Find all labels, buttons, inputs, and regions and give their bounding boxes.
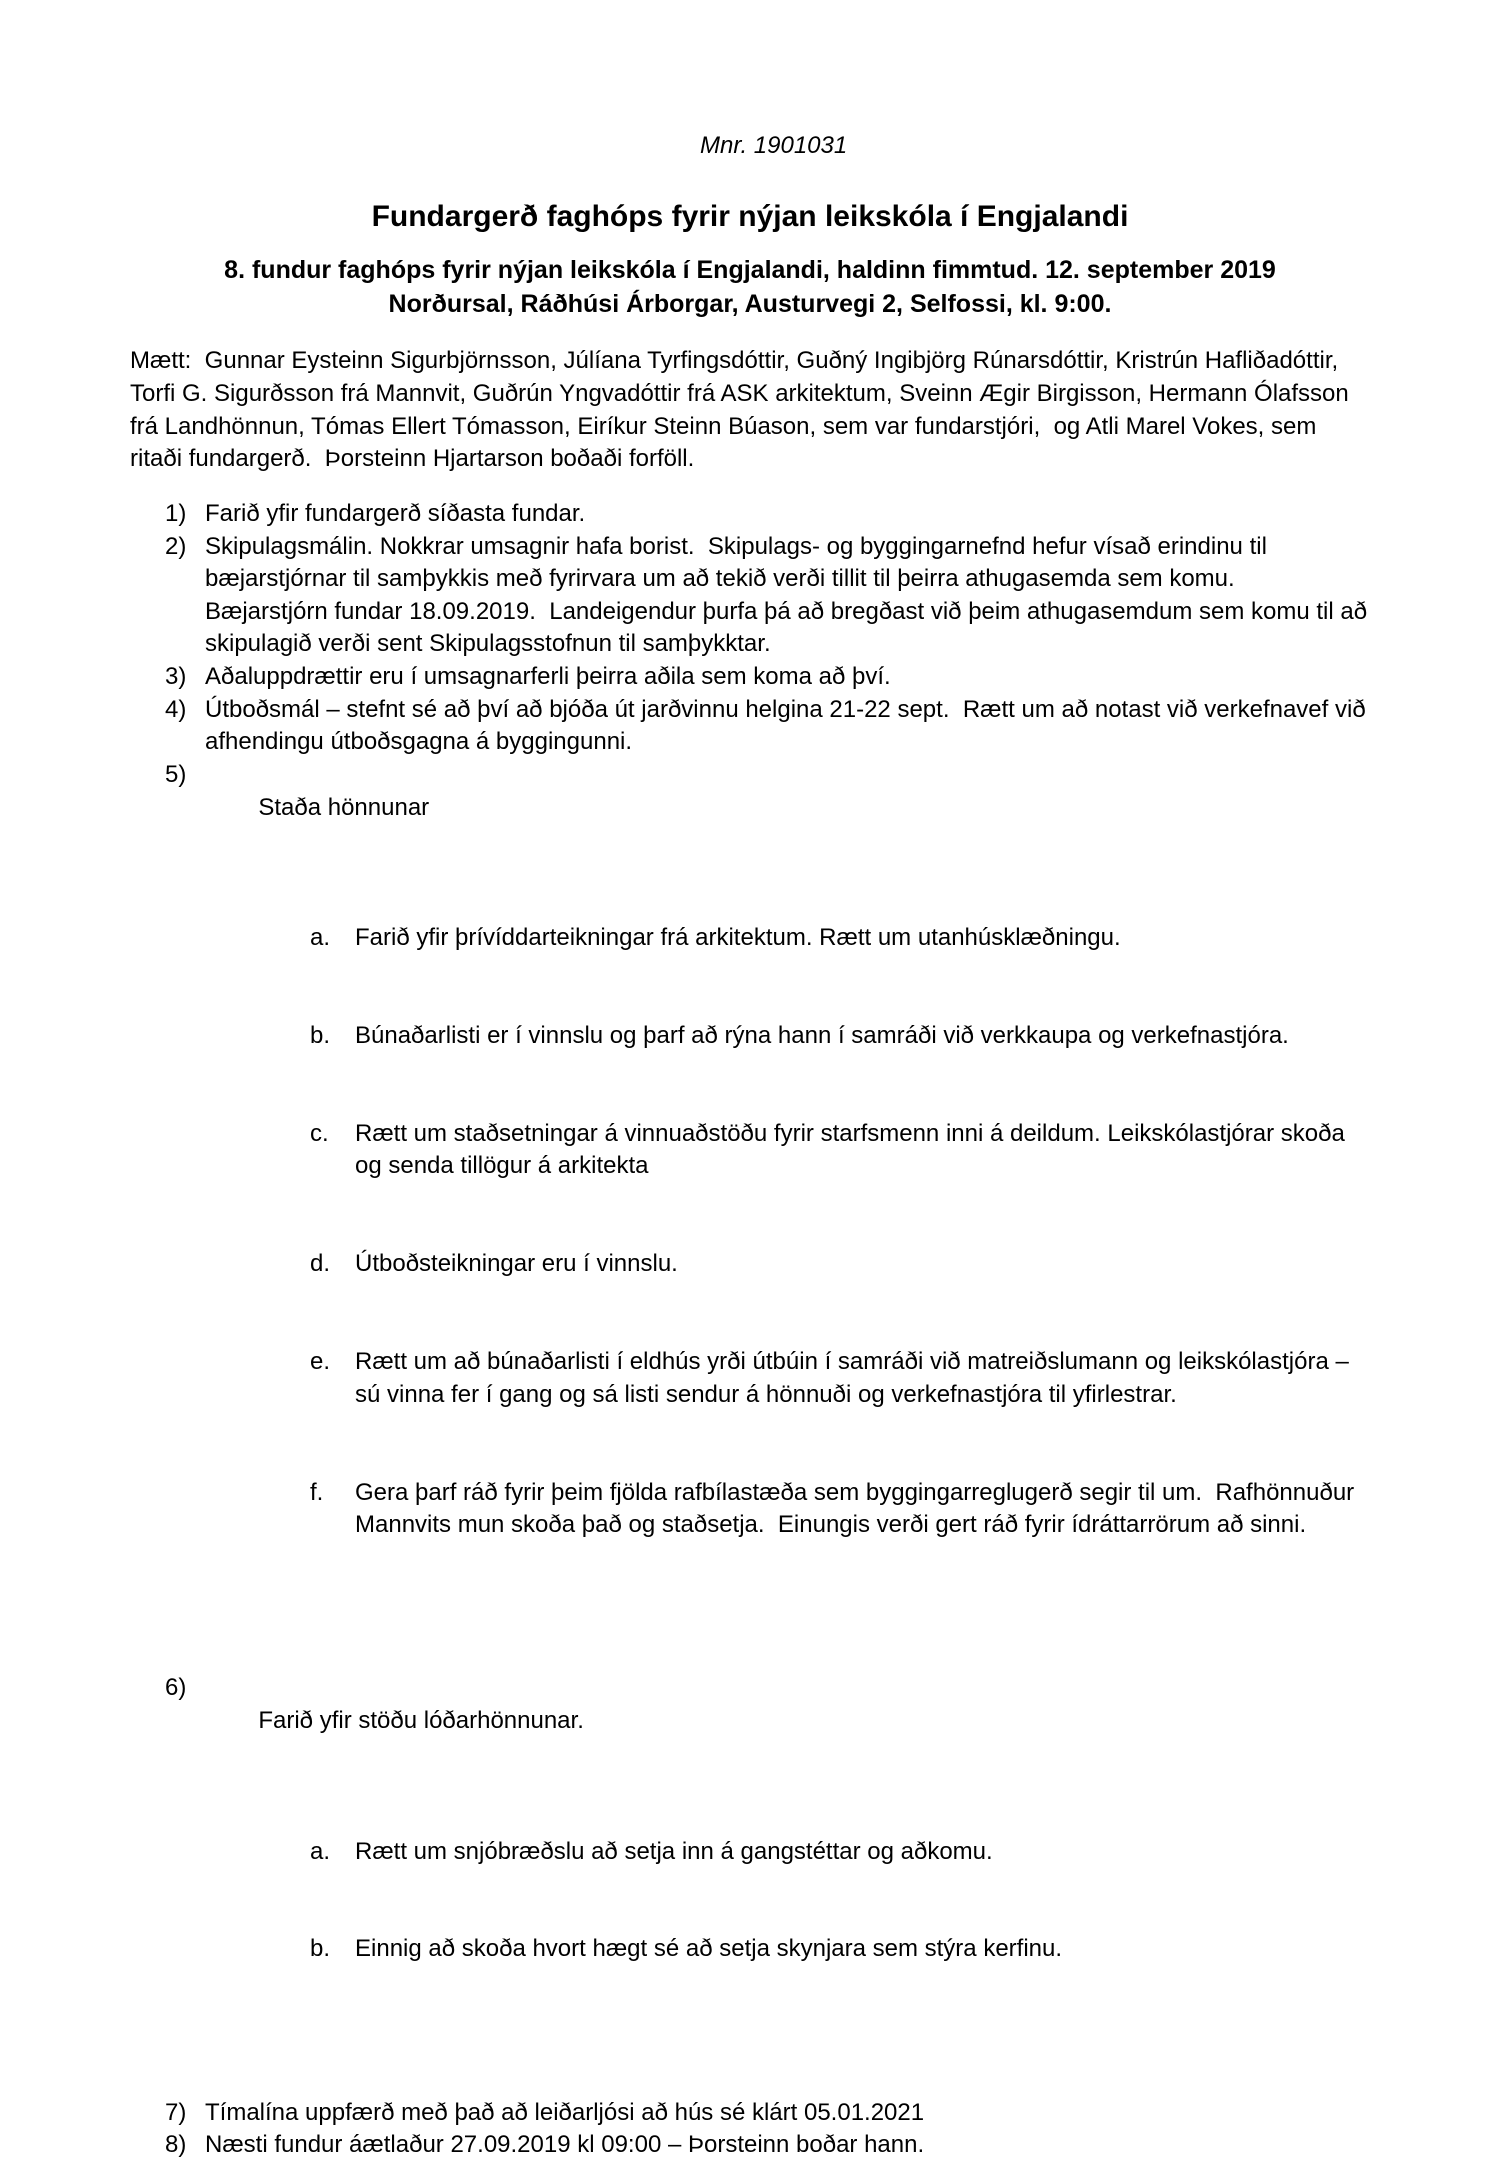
list-item-number: 1) bbox=[165, 499, 187, 527]
sub-item-letter: f. bbox=[310, 1478, 324, 1506]
list-item-number: 6) bbox=[165, 1674, 187, 1702]
sub-item-letter: d. bbox=[310, 1250, 331, 1278]
list-item-text: Tímalína uppfærð með það að leiðarljósi að hús sé klárt 05.01.2021 bbox=[205, 2098, 925, 2126]
sub-item-letter: a. bbox=[310, 924, 331, 952]
list-item bbox=[165, 694, 1373, 759]
sub-item-text: Farið yfir þrívíddarteikningar frá arkitektum. Rætt um utanhúsklæðningu. bbox=[355, 924, 1121, 952]
meeting-subtitle-line-2: Norðursal, Ráðhúsi Árborgar, Austurvegi 2, Selfossi, kl. 9:00. bbox=[388, 290, 1112, 319]
sub-list bbox=[310, 857, 1370, 1607]
list-item-text: Næsti fundur áætlaður 27.09.2019 kl 09:00 – Þorsteinn boðar hann. bbox=[205, 2131, 925, 2159]
sub-item-text: Rætt um staðsetningar á vinnuaðstöðu fyrir starfsmenn inni á deildum. Leikskólastjórar skoða og senda tillögur á arkitekta bbox=[355, 1119, 1352, 1180]
sub-list-item bbox=[310, 1836, 1370, 1869]
list-item-text: Skipulagsmálin. Nokkrar umsagnir hafa borist. Skipulags- og byggingarnefnd hefur vísað erindinu til bæjarstjórnar til samþykkis með fyrirvara um að tekið verði tillit til þeirra athugasemda sem komu. Bæjarstjórn fundar 18.09.2019. Landeigendur þurfa þá að bregðast við þeim athugasemdum sem komu til að skipulagið verði sent Skipulagsstofnun til samþykktar. bbox=[205, 532, 1374, 658]
list-item-number: 5) bbox=[165, 760, 187, 788]
list-item-text: Útboðsmál – stefnt sé að því að bjóða út jarðvinnu helgina 21-22 sept. Rætt um að notast við verkefnavef við afhendingu útboðsgagna á byggingunni. bbox=[205, 695, 1373, 756]
list-item-number: 3) bbox=[165, 663, 187, 691]
list-item-text: Farið yfir fundargerð síðasta fundar. bbox=[205, 499, 586, 527]
sub-list-item bbox=[310, 1020, 1370, 1053]
list-item bbox=[165, 661, 1370, 694]
sub-item-letter: b. bbox=[310, 1935, 331, 1963]
list-item bbox=[165, 531, 1374, 662]
list-item-text bbox=[205, 759, 1370, 1673]
meeting-subtitle-line-1: 8. fundur faghóps fyrir nýjan leikskóla í Engjalandi, haldinn fimmtud. 12. september 2019 bbox=[224, 256, 1276, 285]
attendees-paragraph: Mætt: Gunnar Eysteinn Sigurbjörnsson, Júlíana Tyrfingsdóttir, Guðný Ingibjörg Rúnarsdóttir, Kristrún Hafliðadóttir, Torfi G. Sigurðsson frá Mannvit, Guðrún Yngvadóttir frá ASK arkitektum, Sveinn Ægir Birgisson, Hermann Ólafsson frá Landhönnun, Tómas Ellert Tómasson, Eiríkur Steinn Búason, sem var fundarstjóri, og Atli Marel Vokes, sem ritaði fundargerð. Þorsteinn Hjartarson boðaði forföll. bbox=[130, 347, 1356, 473]
sub-item-letter: a. bbox=[310, 1837, 331, 1865]
list-item bbox=[165, 1672, 1370, 2096]
list-item-text bbox=[205, 1672, 1370, 2096]
sub-item-text: Gera þarf ráð fyrir þeim fjölda rafbílastæða sem byggingarreglugerð segir til um. Rafhönnuður Mannvits mun skoða það og staðsetja. Einungis verði gert ráð fyrir ídráttarrörum að sinni. bbox=[355, 1478, 1361, 1539]
sub-list-item bbox=[310, 1933, 1370, 1966]
sub-list-item bbox=[310, 1118, 1370, 1183]
sub-item-text: Einnig að skoða hvort hægt sé að setja skynjara sem stýra kerfinu. bbox=[355, 1935, 1063, 1963]
reference-number: Mnr. 1901031 bbox=[700, 132, 848, 159]
meeting-subtitle bbox=[130, 253, 1370, 321]
sub-list-item bbox=[310, 1248, 1370, 1281]
sub-list-item bbox=[310, 1477, 1370, 1542]
list-item-text: Aðaluppdrættir eru í umsagnarferli þeirra aðila sem koma að því. bbox=[205, 663, 891, 691]
sub-list-item bbox=[310, 922, 1370, 955]
sub-item-letter: c. bbox=[310, 1119, 329, 1147]
list-item bbox=[165, 2097, 1370, 2130]
sub-item-letter: e. bbox=[310, 1348, 331, 1376]
sub-item-text: Rætt um snjóbræðslu að setja inn á gangstéttar og aðkomu. bbox=[355, 1837, 993, 1865]
sub-item-letter: b. bbox=[310, 1021, 331, 1049]
list-item-number: 4) bbox=[165, 695, 187, 723]
list-item-number: 8) bbox=[165, 2131, 187, 2159]
agenda-list bbox=[165, 498, 1374, 2162]
sub-item-text: Búnaðarlisti er í vinnslu og þarf að rýna hann í samráði við verkkaupa og verkefnastjóra. bbox=[355, 1021, 1289, 1049]
sub-list bbox=[310, 1770, 1370, 2031]
list-item-number: 7) bbox=[165, 2098, 187, 2126]
list-item bbox=[165, 759, 1370, 1673]
sub-item-text: Útboðsteikningar eru í vinnslu. bbox=[355, 1250, 678, 1278]
list-item bbox=[165, 2129, 1370, 2162]
list-item-heading: Staða hönnunar bbox=[258, 793, 430, 821]
sub-list-item bbox=[310, 1346, 1370, 1411]
list-item bbox=[165, 498, 1370, 531]
sub-item-text: Rætt um að búnaðarlisti í eldhús yrði útbúin í samráði við matreiðslumann og leikskólastjóra – sú vinna fer í gang og sá listi sendur á hönnuði og verkefnastjóra til yfirlestrar. bbox=[355, 1348, 1356, 1408]
document-title: Fundargerð faghóps fyrir nýjan leikskóla í Engjalandi bbox=[371, 199, 1129, 233]
list-item-heading: Farið yfir stöðu lóðarhönnunar. bbox=[258, 1707, 584, 1735]
list-item-number: 2) bbox=[165, 532, 187, 560]
